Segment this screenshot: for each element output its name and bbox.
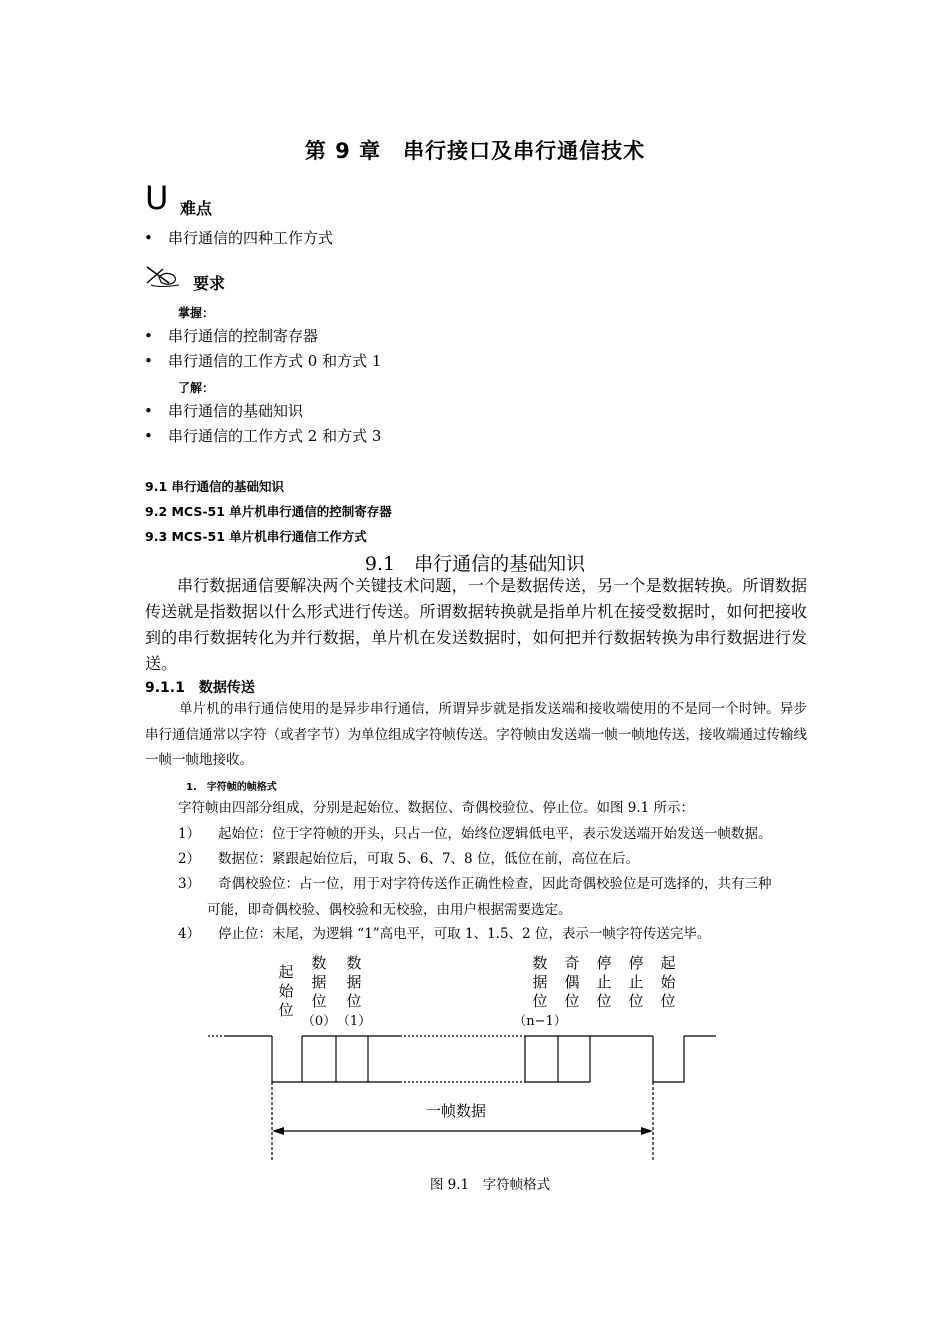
chapter-title: 第 9 章 串行接口及串行通信技术 [304, 139, 646, 163]
label-start-bit: 位 [278, 1001, 294, 1019]
frame-item: 3） 奇偶校验位：占一位，用于对字符传送作正确性检查，因此奇偶校验位是可选择的，共有三种 [178, 876, 772, 892]
label-parity: 奇 [564, 954, 580, 972]
figure-caption: 图 9.1 字符帧格式 [429, 1177, 551, 1193]
arrow-right-icon [641, 1127, 653, 1135]
label-parity: 位 [564, 992, 580, 1010]
label-data1: 数 [346, 954, 362, 972]
label-next-start: 始 [660, 973, 676, 991]
label-next-start: 起 [660, 954, 676, 972]
frame-item: 2） 数据位：紧跟起始位后，可取 5、6、7、8 位，低位在前，高位在后。 [178, 851, 639, 867]
label-start-bit: 起 [278, 963, 294, 981]
understand-item: • 串行通信的基础知识 [144, 402, 304, 420]
frame-item: 1） 起始位：位于字符帧的开头，只占一位，始终位逻辑低电平，表示发送端开始发送一帧数据。 [178, 826, 772, 842]
difficulty-marker-icon: U [145, 179, 169, 217]
label-stop1: 位 [596, 992, 612, 1010]
toc-entry[interactable]: 9.1 串行通信的基础知识 [145, 479, 284, 494]
item-heading: 1. 字符帧的帧格式 [186, 782, 277, 793]
difficulty-item: • 串行通信的四种工作方式 [144, 229, 334, 247]
label-data0: 数 [311, 954, 327, 972]
understand-item: • 串行通信的工作方式 2 和方式 3 [144, 427, 382, 445]
label-datan: 位 [532, 992, 548, 1010]
label-start-bit: 始 [278, 982, 294, 1000]
label-parity: 偶 [564, 973, 580, 991]
label-datan-index: （n−1） [513, 1014, 567, 1029]
frame-format-diagram [200, 950, 730, 1170]
label-data1: 据 [346, 973, 362, 991]
label-data0: 据 [311, 973, 327, 991]
master-item: • 串行通信的工作方式 0 和方式 1 [144, 352, 382, 370]
label-stop1: 止 [596, 973, 612, 991]
frame-intro: 字符帧由四部分组成，分别是起始位、数据位、奇偶校验位、停止位。如图 9.1 所示： [178, 800, 695, 816]
label-stop2: 停 [628, 954, 644, 972]
toc-entry[interactable]: 9.3 MCS-51 单片机串行通信工作方式 [145, 529, 367, 544]
master-item: • 串行通信的控制寄存器 [144, 327, 319, 345]
understand-label: 了解： [178, 381, 215, 395]
label-datan: 据 [532, 973, 548, 991]
difficulty-heading: 难点 [180, 199, 213, 218]
requirements-heading: 要求 [193, 274, 226, 293]
arrow-left-icon [272, 1127, 284, 1135]
writing-hand-icon [145, 263, 181, 289]
frame-item-continuation: 可能，即奇偶校验、偶校验和无校验，由用户根据需要选定。 [207, 902, 572, 918]
label-next-start: 位 [660, 992, 676, 1010]
label-data1-index: （1） [336, 1014, 372, 1029]
toc-entry[interactable]: 9.2 MCS-51 单片机串行通信的控制寄存器 [145, 504, 392, 519]
intro-paragraph: 串行数据通信要解决两个关键技术问题，一个是数据传送，另一个是数据转换。所谓数据传送就是指数据以什么形式进行传送。所谓数据转换就是指单片机在接受数据时，如何把接收到的串行数据转化为并行数据，单片机在发送数据时，如何把并行数据转换为串行数据进行发送。 [145, 576, 807, 673]
label-data0: 位 [311, 992, 327, 1010]
subsection-title: 9.1.1 数据传送 [145, 680, 255, 696]
label-stop1: 停 [596, 954, 612, 972]
frame-item: 4） 停止位：末尾，为逻辑 “1”高电平，可取 1、1.5、2 位，表示一帧字符传送完毕。 [178, 926, 711, 942]
master-label: 掌握： [178, 306, 215, 320]
subsection-paragraph: 单片机的串行通信使用的是异步串行通信，所谓异步就是指发送端和接收端使用的不是同一个时钟。异步串行通信通常以字符（或者字节）为单位组成字符帧传送。字符帧由发送端一帧一帧地传送，接收端通过传输线一帧一帧地接收。 [145, 701, 807, 768]
label-stop2: 位 [628, 992, 644, 1010]
label-data0-index: （0） [301, 1014, 337, 1029]
section-title: 9.1 串行通信的基础知识 [364, 553, 586, 575]
label-stop2: 止 [628, 973, 644, 991]
label-datan: 数 [532, 954, 548, 972]
label-frame: 一帧数据 [425, 1102, 487, 1120]
label-data1: 位 [346, 992, 362, 1010]
waveform [208, 1036, 716, 1162]
